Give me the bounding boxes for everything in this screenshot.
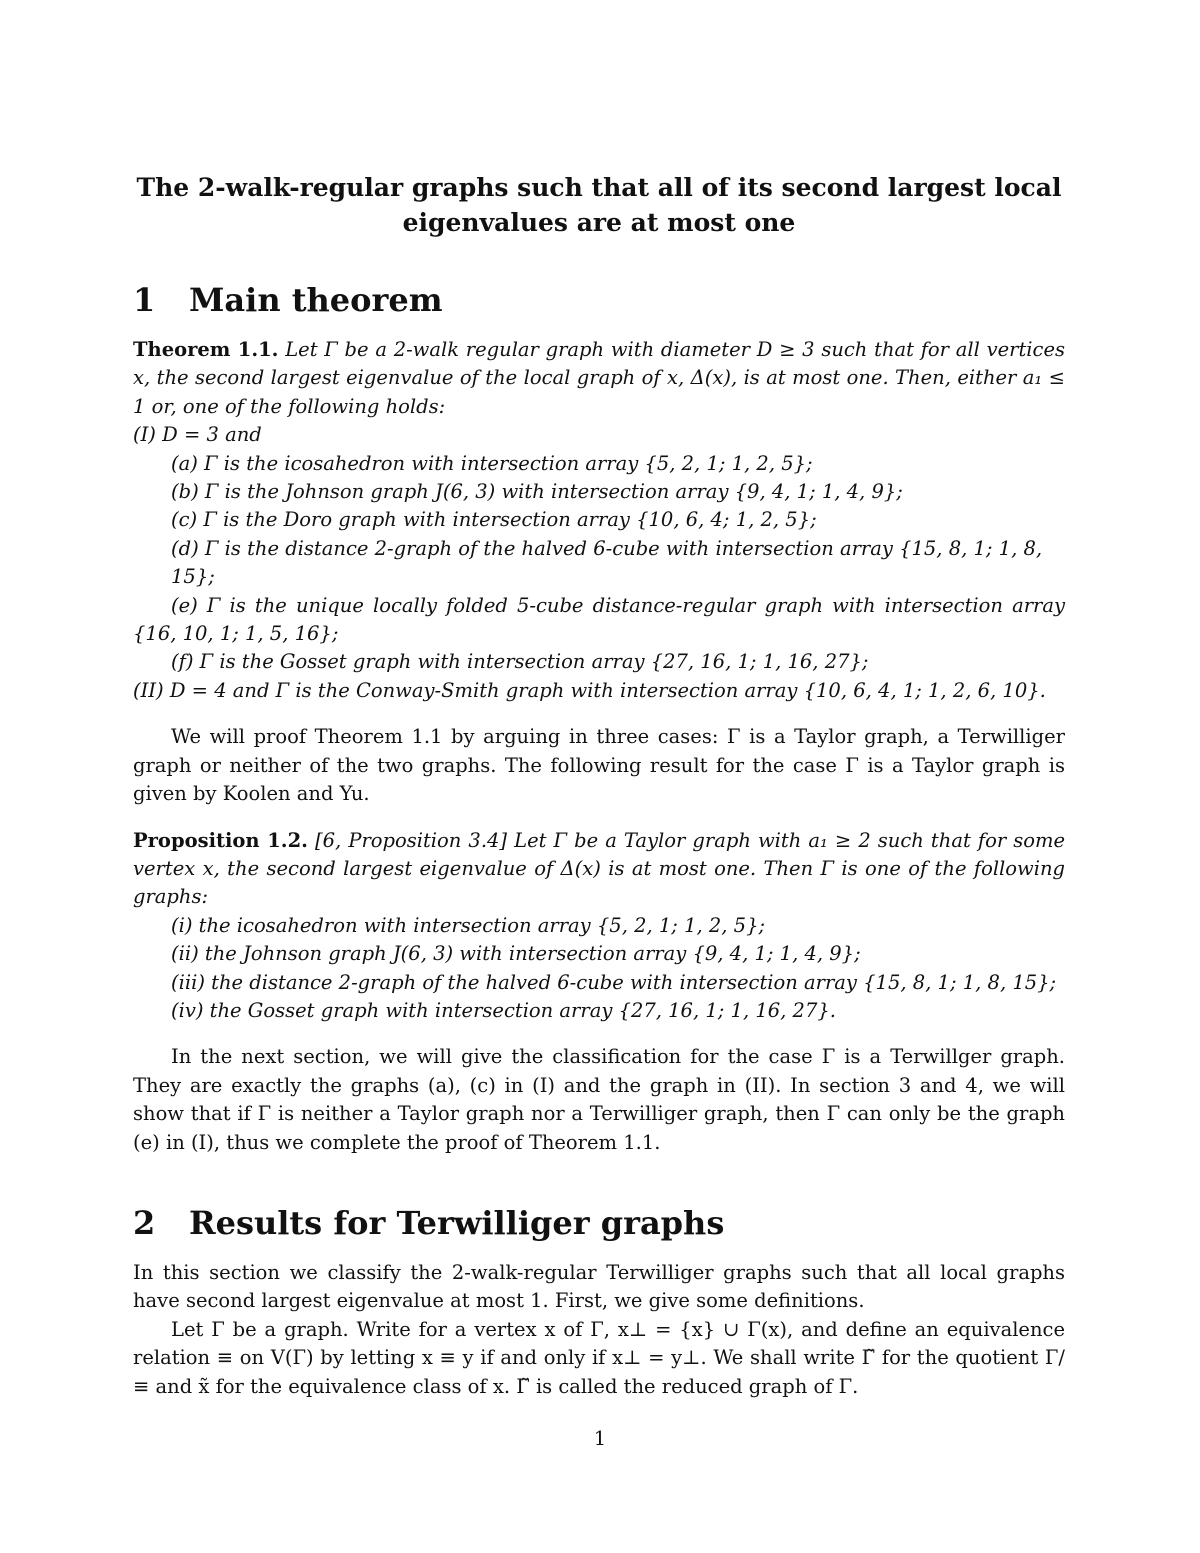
theorem-item-d: (d) Γ is the distance 2-graph of the halved 6-cube with intersection array {15, 8, 1; 1, 8, 15};	[171, 536, 1043, 589]
theorem-intro: Let Γ be a 2-walk regular graph with diameter D ≥ 3 such that for all vertices x, the second largest eigenvalue of the local graph of x, Δ(x), is at most one. Then, either a₁ ≤ 1 or, one of the following holds:	[133, 338, 1065, 418]
theorem-label: Theorem 1.1.	[133, 338, 279, 361]
theorem-item-a: (a) Γ is the icosahedron with intersection array {5, 2, 1; 1, 2, 5};	[171, 451, 813, 475]
section-title: Main theorem	[189, 281, 443, 319]
theorem-item-c: (c) Γ is the Doro graph with intersection array {10, 6, 4; 1, 2, 5};	[171, 508, 817, 532]
proposition-intro: [6, Proposition 3.4] Let Γ be a Taylor graph with a₁ ≥ 2 such that for some vertex x, the second largest eigenvalue of Δ(x) is at most one. Then Γ is one of the following graphs:	[133, 828, 1065, 909]
theorem-case-ii: (II) D = 4 and Γ is the Conway-Smith graph with intersection array {10, 6, 4, 1; 1, 2, 6, 10}.	[133, 678, 1046, 702]
proposition-1-2	[133, 827, 1065, 912]
theorem-case-i: (I) D = 3 and	[133, 423, 262, 447]
section-number: 1	[133, 281, 156, 319]
theorem-item-f: (f) Γ is the Gosset graph with intersection array {27, 16, 1; 1, 16, 27};	[171, 650, 869, 674]
proposition-item-iii: (iii) the distance 2-graph of the halved 6-cube with intersection array {15, 8, 1; 1, 8, 15};	[171, 970, 1057, 994]
proposition-item-iv: (iv) the Gosset graph with intersection array {27, 16, 1; 1, 16, 27}.	[171, 998, 836, 1022]
paragraph: We will proof Theorem 1.1 by arguing in three cases: Γ is a Taylor graph, a Terwilliger graph or neither of the two graphs. The following result for the case Γ is a Taylor graph is given by Koolen and Yu.	[133, 725, 1065, 806]
paper-page	[133, 170, 1065, 1401]
section-number: 2	[133, 1203, 156, 1242]
section-2-heading	[133, 1203, 1065, 1243]
paragraph: In this section we classify the 2-walk-regular Terwilliger graphs such that all local graphs have second largest eigenvalue at most 1. First, we give some definitions.	[133, 1260, 1065, 1313]
proposition-item-ii: (ii) the Johnson graph J(6, 3) with intersection array {9, 4, 1; 1, 4, 9};	[171, 942, 861, 966]
theorem-1-1	[133, 336, 1065, 421]
page-number: 1	[593, 1427, 607, 1450]
paragraph: Let Γ be a graph. Write for a vertex x of Γ, x⊥ = {x} ∪ Γ(x), and define an equivalence relation ≡ on V(Γ) by letting x ≡ y if and only if x⊥ = y⊥. We shall write Γ̃ for the quotient Γ/ ≡ and x̃ for the equivalence class of x. Γ̃ is called the reduced graph of Γ.	[133, 1317, 1065, 1398]
section-title: Results for Terwilliger graphs	[189, 1203, 725, 1242]
section-1-heading	[133, 280, 1065, 320]
paper-title: The 2-walk-regular graphs such that all of its second largest local eigenvalues are at most one	[136, 173, 1062, 237]
theorem-item-b: (b) Γ is the Johnson graph J(6, 3) with intersection array {9, 4, 1; 1, 4, 9};	[171, 480, 903, 504]
proposition-item-i: (i) the icosahedron with intersection array {5, 2, 1; 1, 2, 5};	[171, 913, 766, 937]
proposition-label: Proposition 1.2.	[133, 828, 308, 852]
theorem-item-e: (e) Γ is the unique locally folded 5-cube distance-regular graph with intersection array {16, 10, 1; 1, 5, 16};	[133, 593, 1065, 646]
paragraph: In the next section, we will give the classification for the case Γ is a Terwillger graph. They are exactly the graphs (a), (c) in (I) and the graph in (II). In section 3 and 4, we will show that if Γ is neither a Taylor graph nor a Terwilliger graph, then Γ can only be the graph (e) in (I), thus we complete the proof of Theorem 1.1.	[133, 1045, 1065, 1154]
